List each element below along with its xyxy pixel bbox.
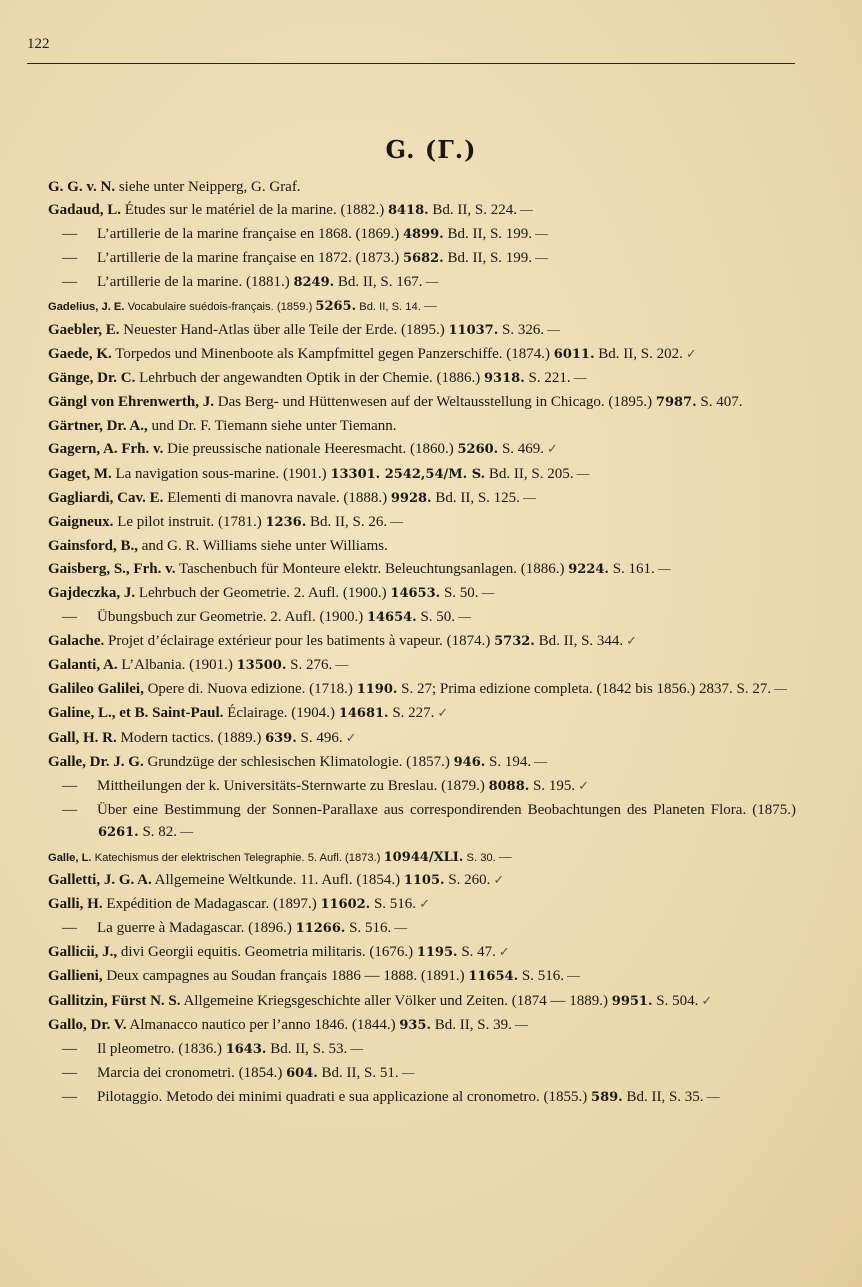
entry-title: Übungsbuch zur Geometrie. 2. Aufl. (1900.) [97, 609, 367, 626]
catalog-entry [48, 319, 796, 343]
author-name: Gänge, Dr. C. [48, 370, 136, 387]
check-mark: ✓ [578, 777, 590, 793]
check-mark: — [394, 920, 408, 936]
check-mark: — [458, 609, 472, 625]
catalog-entry [48, 941, 796, 965]
catalog-number: 1643. [225, 1041, 267, 1057]
check-mark: — [520, 202, 534, 218]
entry-title: Deux campagnes au Soudan français 1886 — 1888. (1891.) [102, 968, 469, 985]
catalog-entry [48, 295, 796, 318]
entry-title: L’artillerie de la marine. (1881.) [97, 274, 294, 291]
entry-reference: Bd. II, S. 167. [334, 274, 423, 291]
catalog-entry [48, 199, 796, 223]
check-mark: — [522, 489, 536, 505]
check-mark: ✓ [626, 633, 638, 649]
entry-title: Allgemeine Weltkunde. 11. Aufl. (1854.) [151, 872, 404, 889]
entry-reference: Bd. II, S. 199. [443, 250, 533, 267]
entry-title: La guerre à Madagascar. (1896.) [97, 920, 296, 937]
check-mark: — [390, 513, 404, 529]
catalog-number: 1236. [265, 514, 307, 530]
catalog-number: 7987. [655, 395, 697, 411]
continuation-entry [48, 1038, 796, 1062]
entry-title: Opere di. Nuova edizione. (1718.) [143, 681, 357, 698]
ditto-dash: — [62, 226, 77, 243]
entry-title: Über eine Bestimmung der Sonnen-Parallaxe aus correspondirenden Beobachtungen des Planeten Flora. (1875.) [97, 801, 796, 818]
catalog-entry [48, 511, 796, 535]
ditto-dash: — [62, 801, 77, 818]
catalog-number: 5265. [315, 299, 357, 315]
entry-title: siehe unter Neipperg, G. Graf. [115, 179, 301, 195]
check-mark: — [774, 681, 788, 697]
entry-reference: S. 221. [524, 370, 571, 387]
entry-reference: S. 27; Prima edizione completa. (1842 bis 1856.) 2837. S. 27. [397, 681, 772, 698]
catalog-entry [48, 415, 796, 438]
continuation-entry [48, 775, 796, 799]
ditto-dash: — [62, 1088, 77, 1105]
catalog-entry [48, 582, 796, 606]
check-mark: ✓ [493, 872, 505, 888]
continuation-entry [48, 799, 796, 845]
entry-reference: S. 276. [286, 657, 333, 674]
catalog-number: 9224. [568, 561, 609, 577]
author-name: Gainsford, B., [48, 537, 139, 554]
check-mark: — [573, 370, 587, 386]
catalog-number: 1105. [403, 873, 445, 889]
continuation-entry [48, 247, 796, 271]
entry-title: Taschenbuch für Monteure elektr. Beleuchtungsanlagen. (1886.) [175, 560, 569, 577]
check-mark: ✓ [685, 346, 697, 362]
check-mark: — [547, 321, 561, 337]
author-name: Gaede, K. [48, 346, 112, 363]
catalog-entries [48, 176, 796, 1110]
check-mark: — [566, 968, 580, 984]
entry-reference: S. 82. [138, 824, 178, 841]
catalog-number: 11654. [468, 969, 519, 985]
entry-reference: S. 326. [498, 321, 545, 338]
catalog-number: 589. [591, 1089, 623, 1105]
catalog-entry [48, 438, 796, 462]
header-rule [27, 63, 795, 64]
catalog-entry [48, 965, 796, 989]
catalog-number: 639. [265, 730, 297, 746]
entry-reference: Bd. II, S. 35. [622, 1088, 704, 1105]
author-name: Gallicii, J., [48, 944, 118, 961]
catalog-number: 8249. [293, 275, 335, 291]
ditto-dash: — [62, 1040, 77, 1057]
entry-title: Neuester Hand-Atlas über alle Teile der Erde. (1895.) [119, 321, 449, 338]
author-name: Galle, Dr. J. G. [48, 753, 144, 770]
page-number: 122 [27, 36, 50, 52]
catalog-entry [48, 990, 796, 1014]
entry-title: and G. R. Williams siehe unter Williams. [138, 537, 388, 554]
entry-title: Projet d’éclairage extérieur pour les batiments à vapeur. (1874.) [104, 633, 495, 650]
check-mark: — [534, 753, 548, 769]
entry-title: und Dr. F. Tiemann siehe unter Tiemann. [147, 418, 397, 435]
check-mark: — [706, 1088, 720, 1104]
entry-reference: S. 47. [457, 944, 496, 961]
catalog-number: 5260. [457, 442, 499, 458]
catalog-number: 10944/XLI. [383, 849, 464, 865]
catalog-number: 6011. [553, 347, 595, 363]
check-mark: — [401, 1064, 415, 1080]
continuation-entry [48, 1086, 796, 1110]
entry-reference: S. 516. [518, 968, 564, 985]
catalog-number: 8088. [488, 778, 530, 794]
catalog-entry [48, 727, 796, 751]
catalog-entry [48, 343, 796, 367]
entry-title: L’artillerie de la marine française en 1868. (1869.) [97, 226, 403, 243]
author-name: Gallieni, [48, 968, 103, 985]
entry-title: Die preussische nationale Heeresmacht. (1860.) [163, 441, 458, 458]
catalog-entry [48, 678, 796, 702]
author-name: Galache. [48, 633, 105, 650]
check-mark: — [576, 465, 590, 481]
entry-title: Études sur le matériel de la marine. (1882.) [120, 202, 388, 219]
author-name: Gallo, Dr. V. [48, 1016, 127, 1033]
entry-title: Vocabulaire suédois-français. (1859.) [124, 301, 316, 314]
section-heading: G. (Г.) [385, 135, 477, 164]
catalog-number: 14654. [366, 610, 417, 626]
entry-title: Lehrbuch der Geometrie. 2. Aufl. (1900.) [135, 585, 391, 601]
catalog-entry [48, 1014, 796, 1038]
entry-title: Marcia dei cronometri. (1854.) [97, 1064, 287, 1081]
catalog-entry [48, 630, 796, 654]
entry-reference: Bd. II, S. 125. [431, 489, 520, 506]
continuation-entry [48, 606, 796, 630]
catalog-number: 6261. [98, 825, 139, 841]
entry-title: L’artillerie de la marine française en 1872. (1873.) [97, 250, 403, 267]
entry-reference: S. 516. [370, 896, 417, 913]
check-mark: ✓ [701, 992, 713, 1008]
author-name: Gängl von Ehrenwerth, J. [48, 394, 214, 411]
continuation-entry [48, 271, 796, 295]
catalog-number: 14681. [338, 706, 389, 722]
entry-title: Katechismus der elektrischen Telegraphie. 5. Aufl. (1873.) [91, 851, 384, 864]
entry-reference: S. 407. [696, 394, 743, 411]
catalog-number: 604. [286, 1065, 318, 1081]
entry-title: Das Berg- und Hüttenwesen auf der Weltausstellung in Chicago. (1895.) [214, 394, 656, 411]
entry-title: La navigation sous-marine. (1901.) [111, 465, 331, 482]
catalog-entry [48, 702, 796, 726]
author-name: Galanti, A. [48, 657, 118, 674]
author-name: Gaisberg, S., Frh. v. [48, 560, 176, 577]
continuation-entry [48, 917, 796, 941]
catalog-number: 14653. [390, 586, 441, 601]
entry-reference: Bd. II, S. 199. [443, 226, 533, 243]
check-mark: ✓ [547, 441, 558, 457]
catalog-number: 5682. [402, 251, 444, 267]
author-name: G. G. v. N. [48, 179, 116, 195]
entry-reference: S. 195. [529, 777, 576, 794]
entry-title: L’Albania. (1901.) [117, 657, 237, 674]
entry-reference: Bd. II, S. 224. [428, 202, 518, 219]
catalog-number: 9928. [390, 490, 432, 506]
continuation-entry [48, 223, 796, 247]
catalog-number: 935. [399, 1017, 432, 1033]
catalog-entry [48, 751, 796, 775]
check-mark: ✓ [498, 944, 510, 960]
check-mark: — [657, 560, 671, 576]
entry-title: Torpedos und Minenboote als Kampfmittel gegen Panzerschiffe. (1874.) [111, 346, 554, 363]
entry-title: Expédition de Madagascar. (1897.) [102, 896, 321, 913]
entry-title: Mittheilungen der k. Universitäts-Sternwarte zu Breslau. (1879.) [97, 777, 489, 794]
check-mark: — [423, 298, 437, 314]
catalog-entry [48, 463, 796, 487]
entry-title: Pilotaggio. Metodo dei minimi quadrati e sua applicazione al cronometro. (1855.) [97, 1088, 592, 1105]
ditto-dash: — [62, 777, 77, 794]
check-mark: — [180, 824, 194, 840]
entry-reference: Bd. II, S. 202. [594, 346, 683, 363]
check-mark: ✓ [419, 896, 430, 912]
entry-reference: Bd. II, S. 53. [266, 1040, 348, 1057]
entry-reference: S. 50. [440, 585, 479, 601]
catalog-entry [48, 487, 796, 511]
catalog-entry [48, 654, 796, 678]
author-name: Galine, L., et B. Saint-Paul. [48, 705, 224, 722]
ditto-dash: — [62, 1064, 77, 1081]
check-mark: — [535, 250, 549, 266]
ditto-dash: — [62, 609, 77, 626]
author-name: Galileo Galilei, [48, 681, 144, 698]
entry-reference: S. 469. [498, 441, 545, 458]
check-mark: — [425, 274, 439, 290]
check-mark: — [481, 585, 495, 600]
catalog-entry [48, 869, 796, 893]
entry-reference: S. 227. [388, 705, 435, 722]
ditto-dash: — [62, 274, 77, 291]
entry-title: Elementi di manovra navale. (1888.) [163, 489, 391, 506]
entry-title: Éclairage. (1904.) [223, 705, 339, 722]
catalog-number: 9951. [611, 993, 653, 1009]
check-mark: — [535, 226, 549, 242]
entry-title: Grundzüge der schlesischen Klimatologie. (1857.) [143, 753, 454, 770]
catalog-entry [48, 846, 796, 869]
entry-reference: Bd. II, S. 26. [306, 513, 388, 530]
catalog-entry [48, 391, 796, 415]
entry-title: Lehrbuch der angewandten Optik in der Chemie. (1886.) [135, 370, 485, 387]
catalog-number: 11037. [448, 322, 499, 338]
author-name: Galle, L. [48, 851, 92, 864]
ditto-dash: — [62, 250, 77, 267]
entry-reference: Bd. II, S. 344. [534, 633, 624, 650]
catalog-number: 13500. [236, 658, 287, 674]
entry-title: Almanacco nautico per l’anno 1846. (1844.) [126, 1016, 400, 1033]
catalog-number: 8418. [387, 203, 429, 219]
author-name: Gall, H. R. [48, 729, 117, 746]
check-mark: ✓ [345, 729, 357, 745]
entry-title: Il pleometro. (1836.) [97, 1040, 226, 1057]
entry-reference: Bd. II, S. 39. [431, 1016, 512, 1033]
author-name: Gajdeczka, J. [48, 585, 136, 601]
entry-reference: S. 30. [463, 851, 496, 864]
catalog-entry [48, 558, 796, 582]
author-name: Gadelius, J. E. [48, 301, 125, 314]
entry-reference: S. 260. [444, 872, 491, 889]
author-name: Gagern, A. Frh. v. [48, 441, 164, 458]
entry-reference: S. 50. [416, 609, 456, 626]
check-mark: ✓ [437, 705, 449, 721]
entry-title: Le pilot instruit. (1781.) [113, 513, 266, 530]
catalog-number: 11602. [320, 897, 371, 913]
catalog-number: 5732. [494, 634, 535, 650]
catalog-entry [48, 535, 796, 558]
catalog-number: 4899. [402, 227, 444, 243]
catalog-number: 9318. [484, 371, 525, 387]
entry-title: divi Georgii equitis. Geometria militaris. (1676.) [117, 944, 417, 961]
entry-reference: S. 194. [485, 753, 532, 770]
check-mark: — [514, 1016, 528, 1032]
author-name: Gaigneux. [48, 513, 114, 530]
catalog-entry [48, 367, 796, 391]
entry-reference: S. 496. [296, 729, 343, 746]
entry-reference: Bd. II, S. 51. [317, 1064, 399, 1081]
catalog-entry [48, 176, 796, 199]
author-name: Galletti, J. G. A. [48, 872, 152, 889]
check-mark: — [335, 657, 349, 673]
catalog-number: 946. [453, 754, 486, 770]
author-name: Gaebler, E. [48, 321, 120, 338]
author-name: Gadaud, L. [48, 202, 121, 219]
check-mark: — [350, 1040, 364, 1056]
check-mark: — [498, 848, 512, 864]
catalog-number: 11266. [295, 921, 346, 937]
entry-reference: Bd. II, S. 205. [485, 465, 574, 482]
author-name: Gärtner, Dr. A., [48, 418, 148, 435]
author-name: Gaget, M. [48, 465, 112, 482]
ditto-dash: — [62, 920, 77, 937]
entry-reference: S. 516. [345, 920, 392, 937]
catalog-number: 13301. 2542,54/M. S. [330, 466, 486, 482]
author-name: Gallitzin, Fürst N. S. [48, 992, 181, 1009]
catalog-number: 1190. [356, 682, 398, 698]
author-name: Gagliardi, Cav. E. [48, 489, 164, 506]
entry-reference: Bd. II, S. 14. [356, 301, 421, 314]
continuation-entry [48, 1062, 796, 1086]
catalog-number: 1195. [416, 945, 458, 961]
entry-reference: S. 161. [608, 560, 655, 577]
entry-title: Modern tactics. (1889.) [116, 729, 266, 746]
catalog-entry [48, 893, 796, 917]
author-name: Galli, H. [48, 896, 103, 913]
entry-title: Allgemeine Kriegsgeschichte aller Völker und Zeiten. (1874 — 1889.) [180, 992, 612, 1009]
entry-reference: S. 504. [652, 992, 699, 1009]
